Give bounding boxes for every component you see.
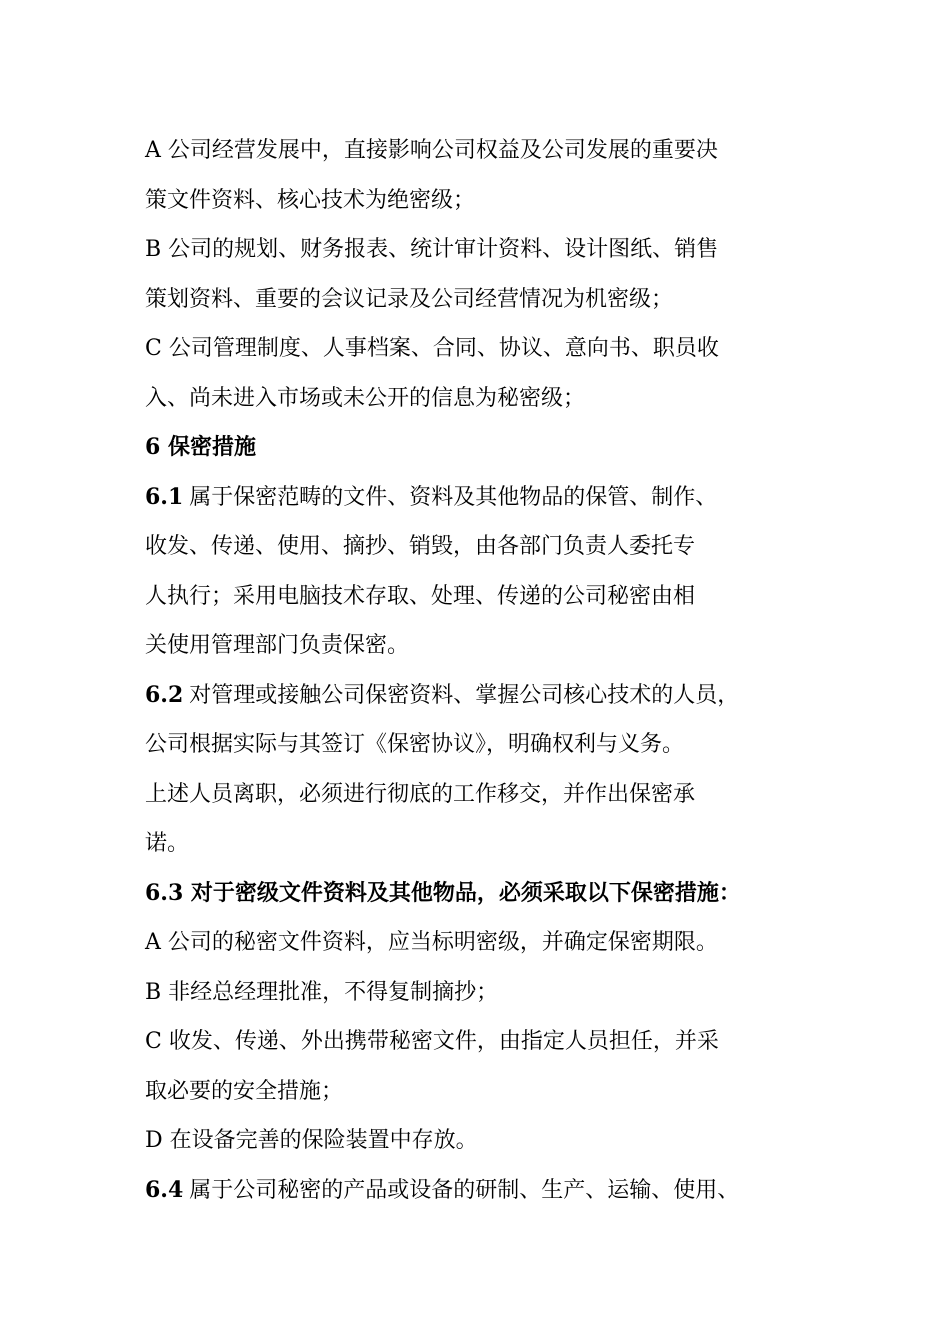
paragraph-line — [145, 819, 845, 869]
paragraph-line — [145, 275, 845, 325]
line-text: B 公司的规划、财务报表、统计审计资料、设计图纸、销售 — [145, 237, 719, 262]
document-page — [145, 126, 845, 1215]
line-text: 6 保密措施 — [145, 434, 256, 460]
line-text: 取必要的安全措施； — [145, 1078, 344, 1104]
line-text: 属于保密范畴的文件、资料及其他物品的保管、制作、 — [189, 484, 718, 510]
line-text: 收发、传递、使用、摘抄、销毁，由各部门负责人委托专 — [145, 534, 696, 559]
line-text: 入、尚未进入市场或未公开的信息为秘密级； — [145, 385, 586, 411]
line-text: D 在设备完善的保险装置中存放。 — [145, 1128, 478, 1153]
line-text: 6.3 对于密级文件资料及其他物品，必须采取以下保密措施： — [145, 879, 741, 906]
line-text: 公司根据实际与其签订《保密协议》，明确权利与义务。 — [145, 732, 685, 757]
section-heading — [145, 423, 845, 473]
line-text: 上述人员离职，必须进行彻底的工作移交，并作出保密承 — [145, 781, 696, 807]
paragraph-line — [145, 621, 845, 671]
paragraph-line — [145, 1166, 845, 1216]
clause-number: 6.4 — [145, 1176, 184, 1203]
paragraph-line — [145, 473, 845, 523]
clause-number: 6.1 — [145, 483, 184, 510]
paragraph-line — [145, 1017, 845, 1067]
paragraph-line — [145, 918, 845, 968]
paragraph-line — [145, 968, 845, 1018]
paragraph-line — [145, 1116, 845, 1166]
line-text: 策文件资料、核心技术为绝密级； — [145, 187, 476, 213]
paragraph-line — [145, 126, 845, 176]
line-text: C 收发、传递、外出携带秘密文件，由指定人员担任，并采 — [145, 1029, 719, 1054]
line-text: A 公司经营发展中，直接影响公司权益及公司发展的重要决 — [145, 138, 718, 163]
paragraph-line — [145, 324, 845, 374]
paragraph-line — [145, 522, 845, 572]
paragraph-line — [145, 671, 845, 721]
clause-number: 6.2 — [145, 681, 184, 708]
line-text: C 公司管理制度、人事档案、合同、协议、意向书、职员收 — [145, 336, 719, 361]
line-text: 策划资料、重要的会议记录及公司经营情况为机密级； — [145, 286, 674, 312]
line-text: 关使用管理部门负责保密。 — [145, 633, 410, 658]
paragraph-line — [145, 720, 845, 770]
line-text: 诺。 — [145, 831, 190, 856]
paragraph-line — [145, 1067, 845, 1117]
paragraph-line — [145, 176, 845, 226]
line-text: 对管理或接触公司保密资料、掌握公司核心技术的人员， — [189, 682, 740, 708]
line-text: 人执行；采用电脑技术存取、处理、传递的公司秘密由相 — [145, 583, 696, 609]
section-heading — [145, 869, 845, 919]
paragraph-line — [145, 225, 845, 275]
paragraph-line — [145, 770, 845, 820]
line-text: 属于公司秘密的产品或设备的研制、生产、运输、使用、 — [189, 1177, 740, 1203]
paragraph-line — [145, 572, 845, 622]
paragraph-line — [145, 374, 845, 424]
line-text: B 非经总经理批准，不得复制摘抄； — [145, 979, 499, 1005]
line-text: A 公司的秘密文件资料，应当标明密级，并确定保密期限。 — [145, 930, 718, 955]
